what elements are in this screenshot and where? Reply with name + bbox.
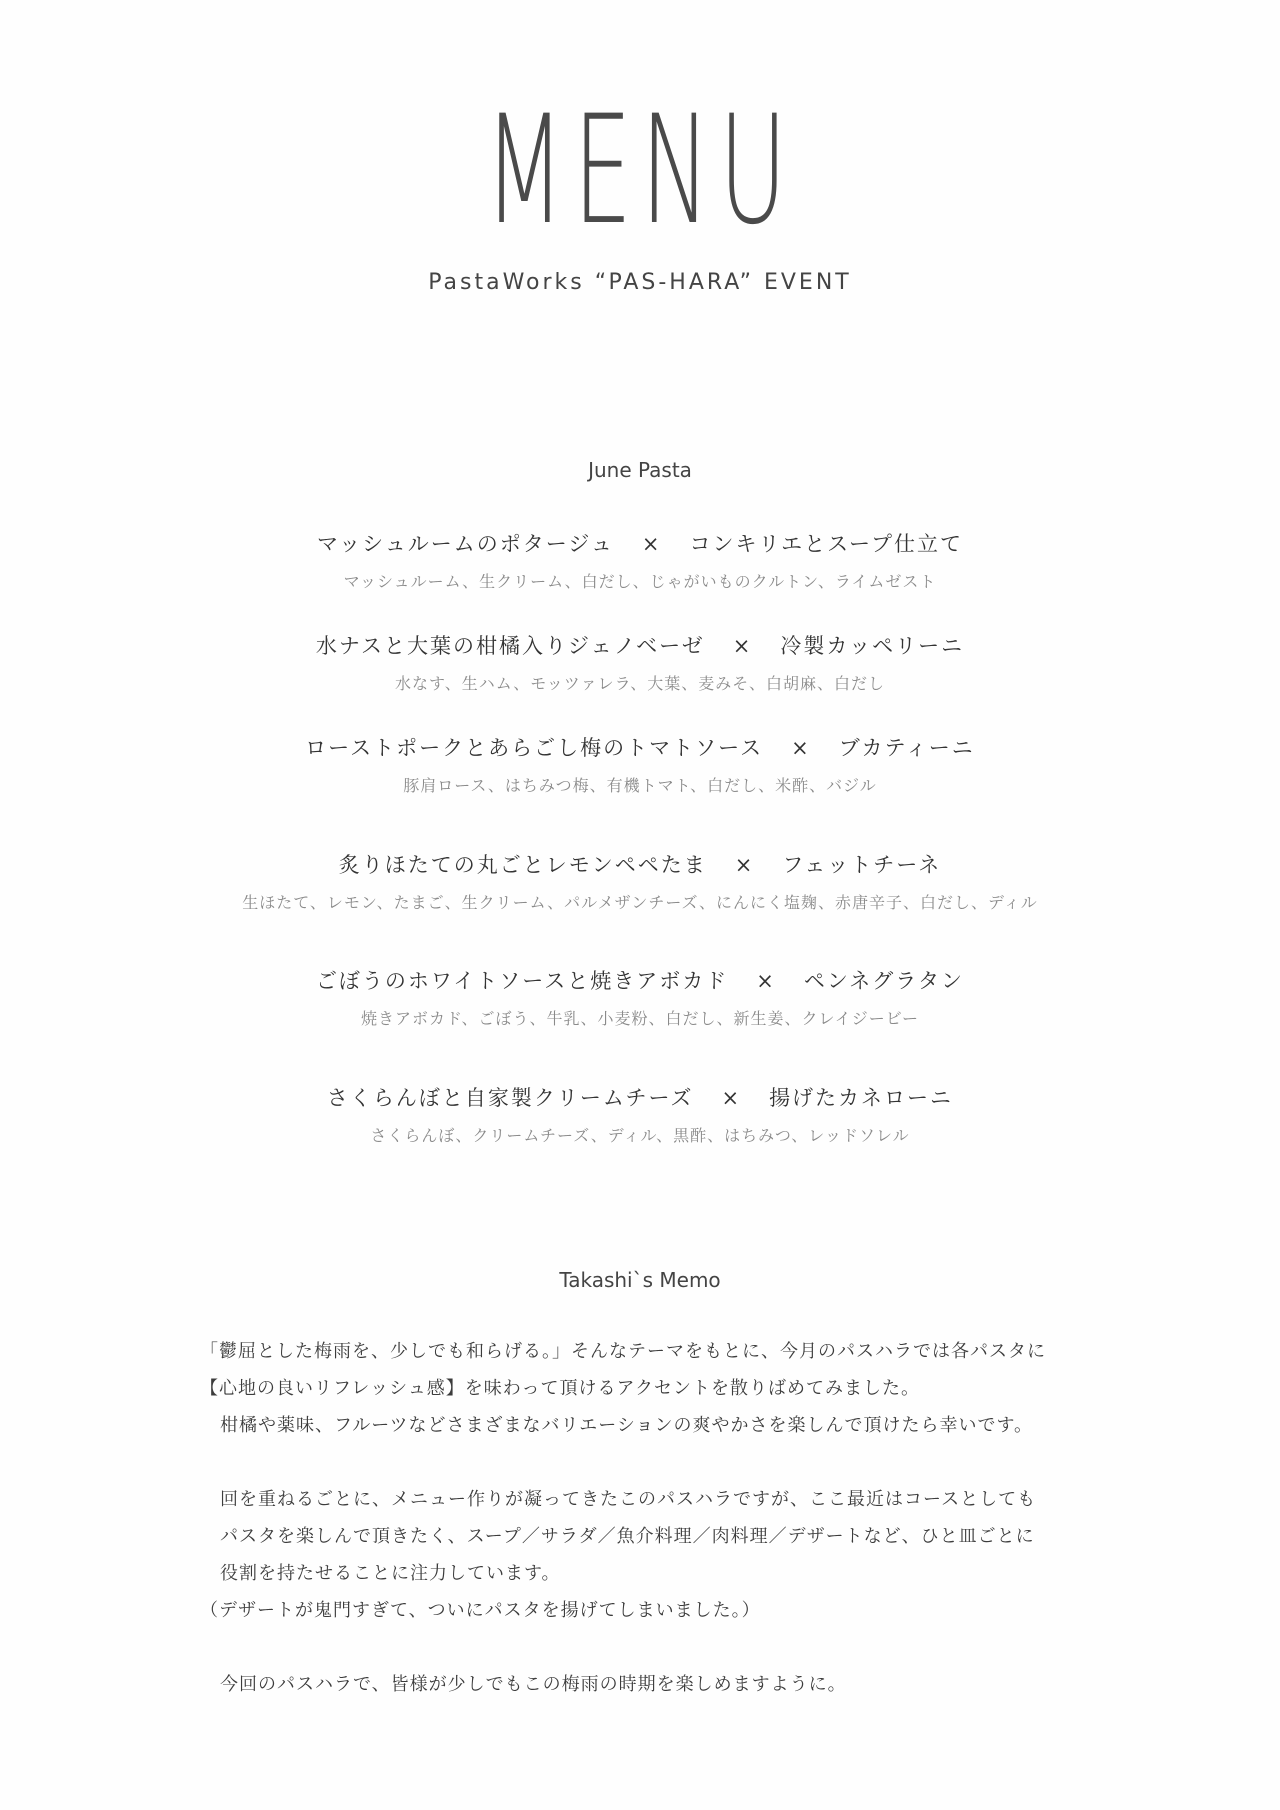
memo-body	[200, 1333, 1100, 1703]
times-separator: ×	[721, 1086, 742, 1110]
dish-name-right: ブカティーニ	[838, 736, 975, 760]
memo-spacer	[200, 1444, 1100, 1481]
dish-name-left: 水ナスと大葉の柑橘入りジェノベーゼ	[315, 634, 705, 658]
dish-name-left: 炙りほたての丸ごとレモンペペたま	[338, 853, 707, 877]
dish-item	[0, 528, 1280, 594]
dish-ingredients: 生ほたて、レモン、たまご、生クリーム、パルメザンチーズ、にんにく塩麹、赤唐辛子、白だし、ディル	[242, 893, 1038, 912]
dish-name-right: フェットチーネ	[782, 853, 942, 877]
times-separator: ×	[732, 634, 753, 658]
dish-item	[0, 965, 1280, 1031]
dish-name-right: 冷製カッペリーニ	[780, 634, 965, 658]
dish-name	[0, 1082, 1280, 1114]
dish-name-right: ペンネグラタン	[803, 969, 965, 993]
dish-name-left: ローストポークとあらごし梅のトマトソース	[305, 736, 764, 760]
dish-name	[0, 630, 1280, 662]
dish-name	[0, 528, 1280, 560]
dish-name-right: 揚げたカネローニ	[769, 1086, 954, 1110]
times-separator: ×	[734, 853, 755, 877]
dish-ingredients: 焼きアボカド、ごぼう、牛乳、小麦粉、白だし、新生姜、クレイジービー	[360, 1009, 920, 1028]
page-subtitle: PastaWorks “PAS-HARA” EVENT	[428, 270, 852, 295]
dish-ingredients: マッシュルーム、生クリーム、白だし、じゃがいものクルトン、ライムゼスト	[343, 572, 937, 591]
dish-ingredients: さくらんぼ、クリームチーズ、ディル、黒酢、はちみつ、レッドソレル	[370, 1126, 910, 1145]
page-title: MENU	[484, 84, 796, 258]
dish-name-left: ごぼうのホワイトソースと焼きアボカド	[315, 969, 729, 993]
dish-item	[0, 1082, 1280, 1148]
june-pasta-heading: June Pasta	[588, 458, 692, 482]
dish-item	[0, 732, 1280, 798]
dish-name-left: さくらんぼと自家製クリームチーズ	[326, 1086, 694, 1110]
memo-line: 「鬱屈とした梅雨を、少しでも和らげる。」そんなテーマをもとに、今月のパスハラでは各パスタに	[200, 1341, 1046, 1362]
memo-line: 【心地の良いリフレッシュ感】を味わって頂けるアクセントを散りばめてみました。	[200, 1378, 921, 1399]
dish-name	[0, 965, 1280, 997]
memo-line: （デザートが鬼門すぎて、ついにパスタを揚げてしまいました。）	[200, 1600, 761, 1621]
dish-ingredients: 水なす、生ハム、モッツァレラ、大葉、麦みそ、白胡麻、白だし	[395, 674, 885, 693]
dish-item	[0, 630, 1280, 696]
memo-heading: Takashi`s Memo	[559, 1268, 721, 1292]
memo-line: 回を重ねるごとに、メニュー作りが凝ってきたこのパスハラですが、ここ最近はコースとしても	[220, 1489, 1037, 1510]
times-separator: ×	[756, 969, 776, 993]
dish-name-right: コンキリエとスープ仕立て	[689, 532, 963, 556]
times-separator: ×	[641, 532, 662, 556]
memo-line: 今回のパスハラで、皆様が少しでもこの梅雨の時期を楽しめますように。	[220, 1674, 847, 1695]
dish-name	[0, 732, 1280, 764]
dish-name-left: マッシュルームのポタージュ	[317, 532, 614, 556]
times-separator: ×	[791, 736, 811, 760]
memo-spacer	[200, 1629, 1100, 1666]
dish-name	[0, 849, 1280, 881]
memo-line: 柑橘や薬味、フルーツなどさまざまなバリエーションの爽やかさを楽しんで頂けたら幸いです。	[220, 1415, 1034, 1436]
memo-line: パスタを楽しんで頂きたく、スープ／サラダ／魚介料理／肉料理／デザートなど、ひと皿ごとに	[220, 1526, 1035, 1547]
dish-ingredients: 豚肩ロース、はちみつ梅、有機トマト、白だし、米酢、バジル	[403, 776, 877, 795]
dish-item	[0, 849, 1280, 915]
memo-line: 役割を持たせることに注力しています。	[220, 1563, 561, 1584]
